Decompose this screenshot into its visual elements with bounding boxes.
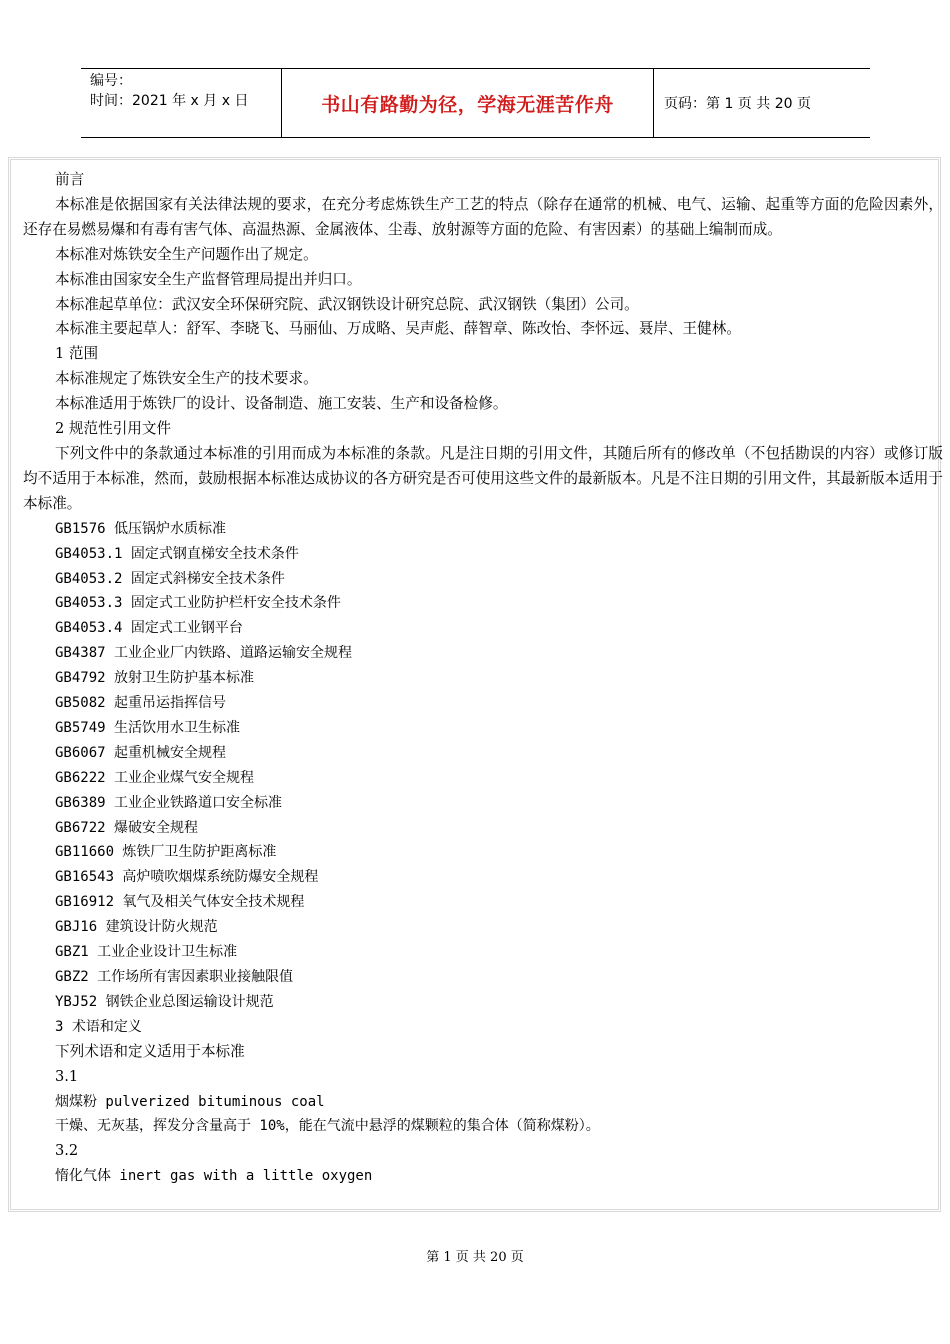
paragraph: 3 术语和定义	[55, 1018, 142, 1035]
paragraph: 3.2	[55, 1142, 79, 1160]
paragraph: 前言	[55, 171, 85, 188]
paragraph: GBJ16 建筑设计防火规范	[55, 919, 218, 936]
date-label: 时间：2021 年 x 月 x 日	[90, 93, 249, 109]
paragraph: 本标准对炼铁安全生产问题作出了规定。	[55, 245, 318, 263]
paragraph: 本标准规定了炼铁安全生产的技术要求。	[55, 370, 318, 388]
page-footer: 第 1 页 共 20 页	[426, 1250, 524, 1265]
paragraph: GB11660 炼铁厂卫生防护距离标准	[55, 844, 277, 861]
paragraph: 惰化气体 inert gas with a little oxygen	[55, 1168, 373, 1185]
paragraph: 本标准起草单位：武汉安全环保研究院、武汉钢铁设计研究总院、武汉钢铁（集团）公司。	[55, 295, 639, 313]
document-body	[23, 168, 943, 1189]
paragraph: GB4053.4 固定式工业钢平台	[55, 620, 243, 637]
paragraph: 本标准由国家安全生产监督管理局提出并归口。	[55, 270, 362, 288]
paragraph: GB4053.1 固定式钢直梯安全技术条件	[55, 545, 299, 562]
paragraph: 本标准主要起草人：舒军、李晓飞、马丽仙、万成略、吴声彪、薛智章、陈改怡、李怀远、聂岸、王健林。	[55, 320, 741, 338]
paragraph: GB5749 生活饮用水卫生标准	[55, 719, 241, 736]
paragraph: 本标准是依据国家有关法律法规的要求，在充分考虑炼铁生产工艺的特点（除存在通常的机械、电气、运输、起重等方面的危险因素外，还存在易燃易爆和有毒有害气体、高温热源、金属液体、尘毒、放射源等方面的危险、有害因素）的基础上编制而成。	[23, 195, 943, 238]
paragraph: 2 规范性引用文件	[55, 420, 172, 438]
number-label: 编号：	[90, 73, 132, 89]
motto: 书山有路勤为径，学海无涯苦作舟	[281, 69, 654, 137]
paragraph: 1 范围	[55, 345, 99, 363]
paragraph: GB4387 工业企业厂内铁路、道路运输安全规程	[55, 645, 352, 662]
document-header	[81, 68, 870, 138]
paragraph: GB4792 放射卫生防护基本标准	[55, 670, 255, 687]
paragraph: GBZ2 工作场所有害因素职业接触限值	[55, 969, 294, 985]
paragraph: GB6389 工业企业铁路道口安全标准	[55, 794, 283, 811]
paragraph: GB4053.3 固定式工业防护栏杆安全技术条件	[55, 595, 341, 612]
paragraph: 3.1	[55, 1067, 79, 1085]
paragraph: 本标准适用于炼铁厂的设计、设备制造、施工安装、生产和设备检修。	[55, 395, 508, 413]
paragraph: 下列文件中的条款通过本标准的引用而成为本标准的条款。凡是注日期的引用文件，其随后所有的修改单（不包括勘误的内容）或修订版均不适用于本标准，然而，鼓励根据本标准达成协议的各方研究是否可使用这些文件的最新版本。凡是不注日期的引用文件，其最新版本适用于本标准。	[23, 444, 943, 512]
paragraph: GB6722 爆破安全规程	[55, 819, 199, 836]
header-left-cell	[81, 69, 281, 137]
paragraph: 烟煤粉 pulverized bituminous coal	[55, 1093, 325, 1110]
paragraph: GB16912 氧气及相关气体安全技术规程	[55, 894, 305, 911]
paragraph: GB1576 低压锅炉水质标准	[55, 520, 227, 537]
paragraph: 下列术语和定义适用于本标准	[55, 1042, 245, 1060]
paragraph: YBJ52 钢铁企业总图运输设计规范	[55, 993, 274, 1010]
paragraph: GB16543 高炉喷吹烟煤系统防爆安全规程	[55, 869, 319, 886]
page-number-label: 页码：第 1 页 共 20 页	[664, 96, 811, 112]
content-frame	[8, 157, 941, 1212]
paragraph: GB6067 起重机械安全规程	[55, 744, 227, 761]
paragraph: GB5082 起重吊运指挥信号	[55, 695, 227, 712]
paragraph: GB6222 工业企业煤气安全规程	[55, 769, 255, 786]
paragraph: GB4053.2 固定式斜梯安全技术条件	[55, 570, 285, 587]
paragraph: GBZ1 工业企业设计卫生标准	[55, 944, 238, 961]
paragraph: 干燥、无灰基，挥发分含量高于 10%，能在气流中悬浮的煤颗粒的集合体（简称煤粉）。	[55, 1118, 600, 1135]
